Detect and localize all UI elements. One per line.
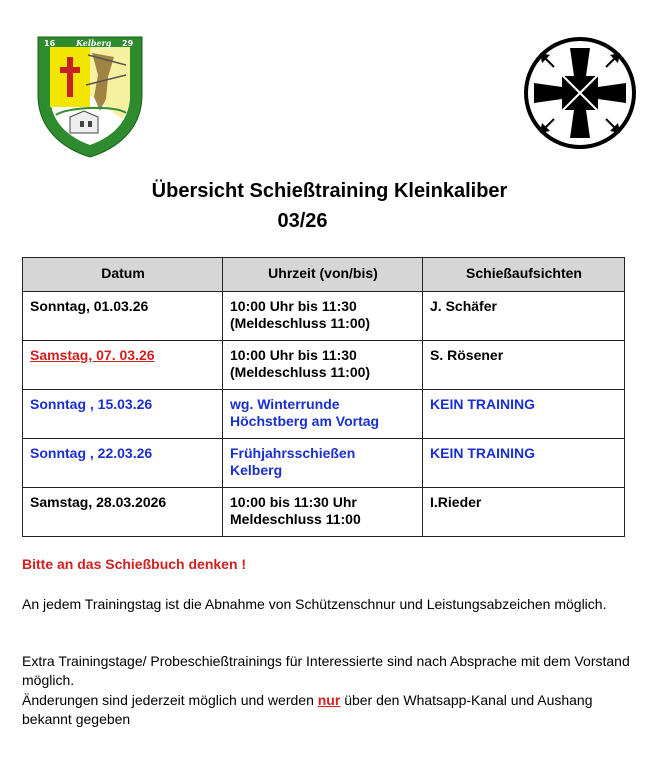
header-supervisors: Schießaufsichten	[423, 258, 625, 292]
note-badges: An jedem Trainingstag ist die Abnahme von Schützenschnur und Leistungsabzeichen möglich.	[22, 596, 607, 612]
table-row	[23, 488, 625, 537]
club-shield-logo	[36, 35, 144, 159]
note-changes	[22, 691, 632, 729]
page-title: Übersicht Schießtraining Kleinkaliber	[151, 180, 508, 202]
row-supervisor: J. Schäfer	[423, 292, 625, 341]
row-date-highlighted: Samstag, 07. 03.26	[30, 347, 155, 363]
row-time-line1: 10:00 Uhr bis 11:30	[230, 347, 357, 363]
row-time	[223, 439, 423, 488]
row-time-line2: Höchstberg am Vortag	[230, 413, 380, 429]
training-schedule-table	[22, 257, 625, 537]
row-date	[23, 341, 223, 390]
shooting-book-reminder: Bitte an das Schießbuch denken !	[22, 556, 247, 572]
table-row	[23, 341, 625, 390]
note-extra-training: Extra Trainingstage/ Probeschießtrainings für Interessierte sind nach Absprache mit dem Vorstand möglich.	[22, 653, 630, 688]
shield-number-right: 29	[122, 39, 134, 48]
row-date: Sonntag , 15.03.26	[23, 390, 223, 439]
cross-arrows-logo	[520, 36, 640, 150]
row-time-line1: wg. Winterrunde	[230, 396, 340, 412]
row-supervisor: KEIN TRAINING	[423, 390, 625, 439]
row-date: Sonntag, 01.03.26	[23, 292, 223, 341]
row-supervisor: KEIN TRAINING	[423, 439, 625, 488]
row-time-line1: Frühjahrsschießen	[230, 445, 356, 461]
row-time	[223, 390, 423, 439]
table-header-row	[23, 258, 625, 292]
row-time-line2: Meldeschluss 11:00	[230, 511, 361, 527]
row-time	[223, 341, 423, 390]
header-date: Datum	[23, 258, 223, 292]
table-row	[23, 292, 625, 341]
row-time-line1: 10:00 Uhr bis 11:30	[230, 298, 357, 314]
header-time: Uhrzeit (von/bis)	[223, 258, 423, 292]
row-time-line2: (Meldeschluss 11:00)	[230, 315, 371, 331]
shield-top-text: Kelberg	[76, 38, 112, 48]
table-row	[23, 439, 625, 488]
note-changes-end: über den Whatsapp-Kanal und Aushang bekannt gegeben	[22, 692, 593, 727]
row-supervisor: S. Rösener	[423, 341, 625, 390]
row-supervisor: I.Rieder	[423, 488, 625, 537]
row-date: Samstag, 28.03.2026	[23, 488, 223, 537]
page-subtitle-month: 03/26	[277, 210, 328, 232]
row-time	[223, 488, 423, 537]
table-row	[23, 390, 625, 439]
row-time-line1: 10:00 bis 11:30 Uhr	[230, 494, 357, 510]
row-date: Sonntag , 22.03.26	[23, 439, 223, 488]
row-time-line2: (Meldeschluss 11:00)	[230, 364, 371, 380]
row-time	[223, 292, 423, 341]
shield-number-left: 16	[44, 39, 56, 48]
row-time-line2: Kelberg	[230, 462, 283, 478]
note-changes-start: Änderungen sind jederzeit möglich und werden	[22, 692, 318, 708]
note-changes-emphasis: nur	[317, 692, 341, 708]
